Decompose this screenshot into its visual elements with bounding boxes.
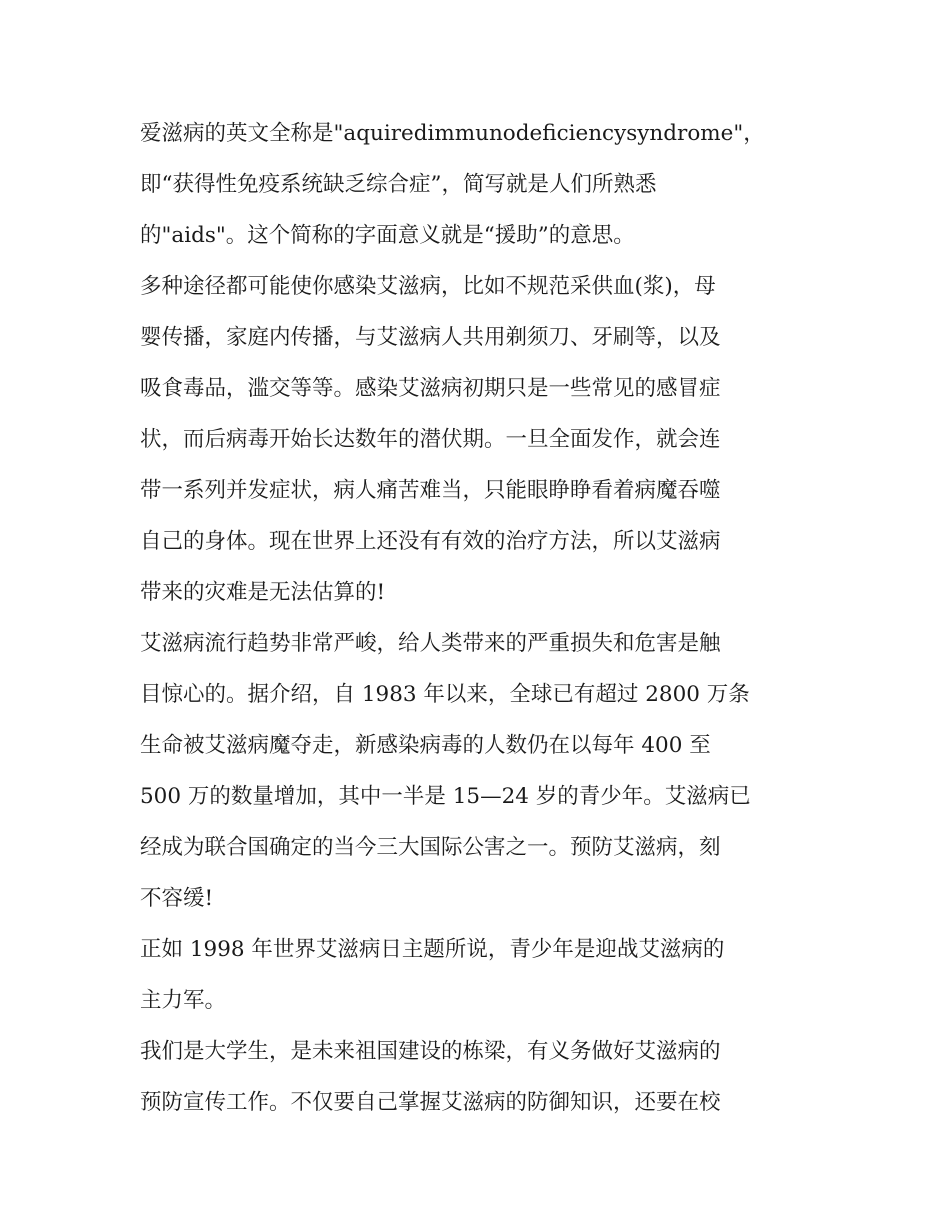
paragraph-1 [140, 108, 812, 261]
paragraph-3 [140, 618, 812, 924]
text-line: 自己的身体。现在世界上还没有有效的治疗方法，所以艾滋病 [140, 529, 721, 554]
text-line: 不容缓! [140, 886, 214, 911]
text-line: 预防宣传工作。不仅要自己掌握艾滋病的防御知识，还要在校 [140, 1090, 721, 1115]
text-line: 艾滋病流行趋势非常严峻，给人类带来的严重损失和危害是触 [140, 631, 721, 656]
text-line: 主力军。 [140, 988, 227, 1013]
text-line: 带来的灾难是无法估算的! [140, 580, 386, 605]
text-line: 爱滋病的英文全称是"aquiredimmunodeficiencysyndrome"， [140, 121, 765, 146]
text-line: 即“获得性免疫系统缺乏综合症”，简写就是人们所熟悉 [140, 172, 657, 197]
text-line: 吸食毒品，滥交等等。感染艾滋病初期只是一些常见的感冒症 [140, 376, 721, 401]
paragraph-2 [140, 261, 812, 618]
text-line: 多种途径都可能使你感染艾滋病，比如不规范采供血(浆)，母 [140, 274, 716, 299]
text-line: 带一系列并发症状，病人痛苦难当，只能眼睁睁看着病魔吞噬 [140, 478, 721, 503]
paragraph-5 [140, 1026, 812, 1128]
text-line: 婴传播，家庭内传播，与艾滋病人共用剃须刀、牙刷等，以及 [140, 325, 721, 350]
text-line: 我们是大学生，是未来祖国建设的栋梁，有义务做好艾滋病的 [140, 1039, 721, 1064]
text-line: 经成为联合国确定的当今三大国际公害之一。预防艾滋病，刻 [140, 835, 721, 860]
text-line: 500 万的数量增加，其中一半是 15—24 岁的青少年。艾滋病已 [140, 784, 751, 809]
document-body [140, 108, 812, 1128]
text-line: 正如 1998 年世界艾滋病日主题所说，青少年是迎战艾滋病的 [140, 937, 725, 962]
paragraph-4 [140, 924, 812, 1026]
text-line: 目惊心的。据介绍，自 1983 年以来，全球已有超过 2800 万条 [140, 682, 750, 707]
text-line: 生命被艾滋病魔夺走，新感染病毒的人数仍在以每年 400 至 [140, 733, 711, 758]
text-line: 状，而后病毒开始长达数年的潜伏期。一旦全面发作，就会连 [140, 427, 721, 452]
text-line: 的"aids"。这个简称的字面意义就是“援助”的意思。 [140, 223, 635, 248]
